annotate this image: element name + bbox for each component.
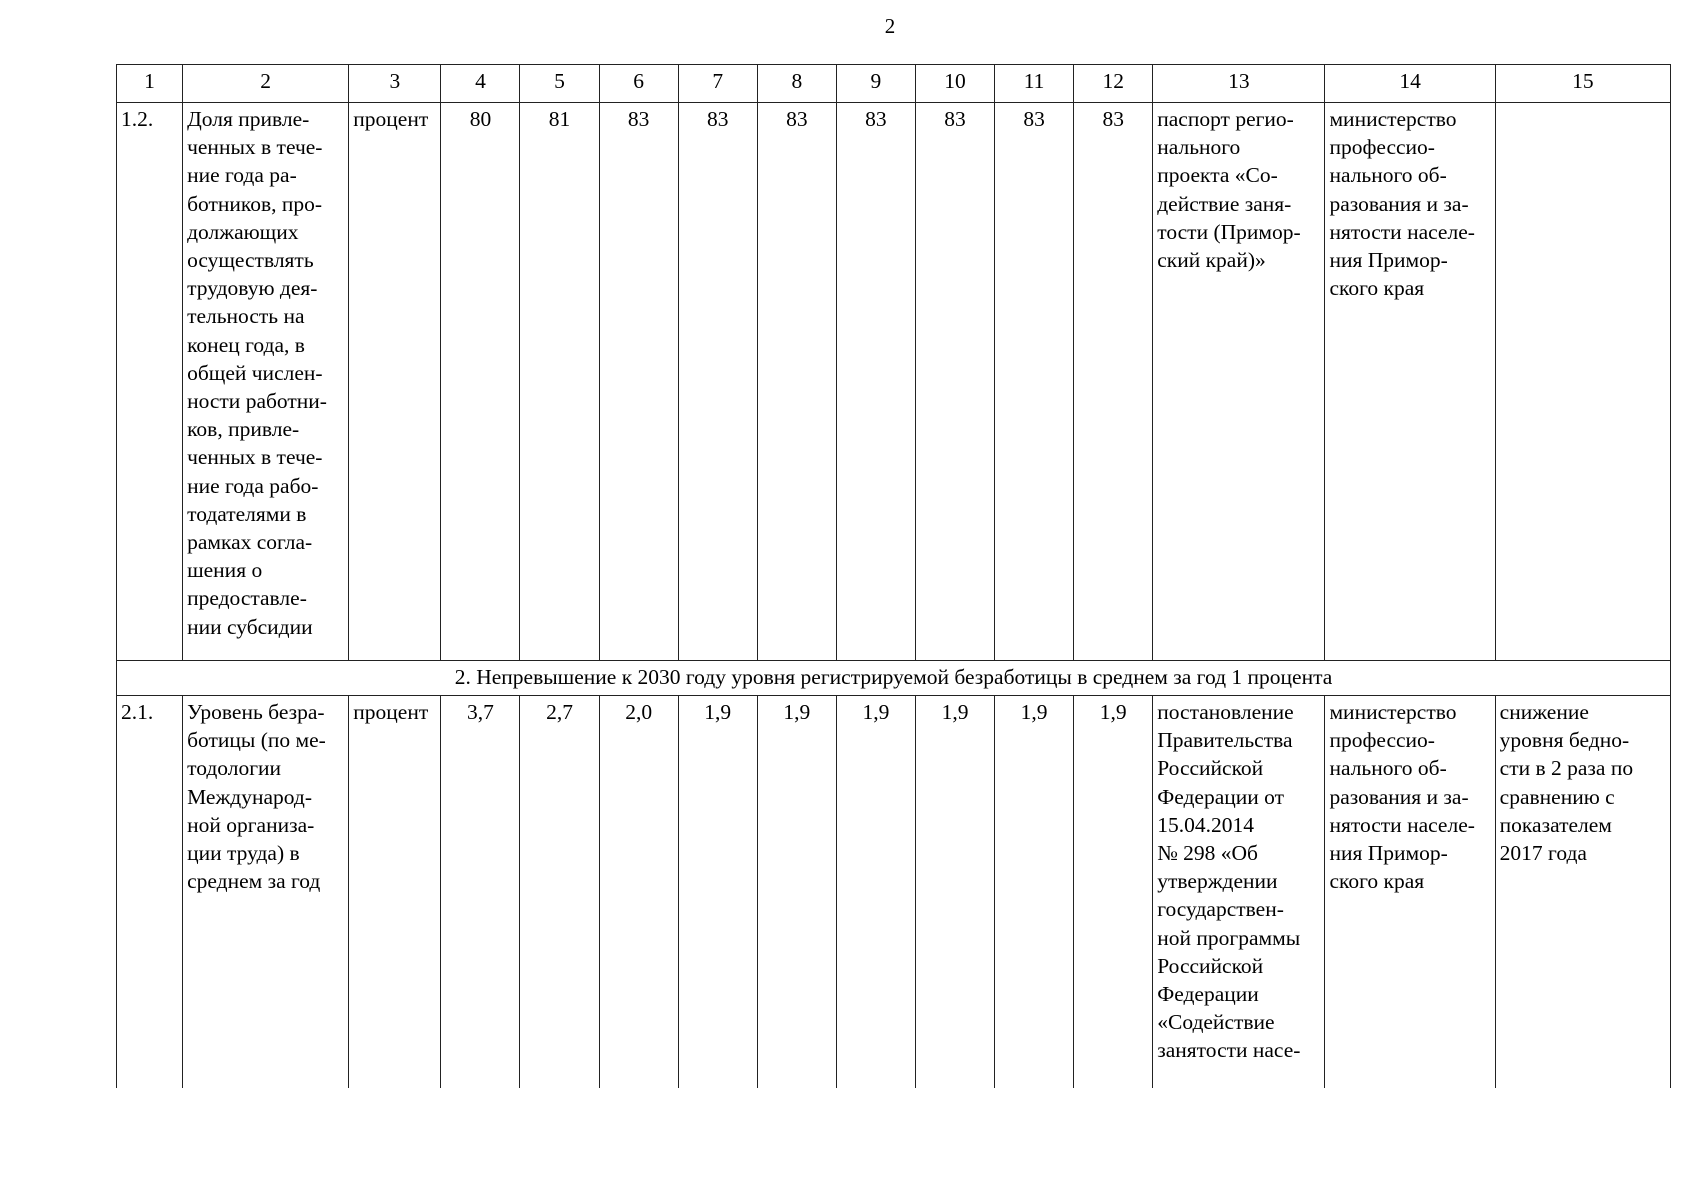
text-line: ния Примор-: [1329, 841, 1448, 866]
source-document: [1153, 696, 1325, 1089]
text-line: ков, привле-: [187, 417, 300, 442]
text-line: постановление: [1157, 700, 1294, 724]
text-line: разования и за-: [1329, 191, 1469, 216]
text-line: ной организа-: [187, 812, 315, 837]
text-line: нального об-: [1329, 163, 1447, 188]
text-line: министерство: [1329, 107, 1457, 131]
note-cell: [1495, 103, 1670, 661]
text-line: осуществлять: [187, 248, 314, 273]
text-line: нятости населе-: [1329, 219, 1475, 244]
text-line: тости (Примор-: [1157, 219, 1301, 244]
text-line: тодателями в: [187, 501, 307, 526]
text-line: должающих: [187, 219, 299, 244]
text-line: профессио-: [1329, 728, 1435, 753]
value-cell: 83: [836, 103, 915, 661]
column-header: 13: [1153, 65, 1325, 103]
unit-cell: процент: [349, 103, 441, 661]
text-line: предоставле-: [187, 586, 307, 611]
value-cell: 1,9: [995, 696, 1074, 1089]
column-header: 3: [349, 65, 441, 103]
text-line: Доля привле-: [187, 107, 310, 131]
value-cell: 1,9: [915, 696, 994, 1089]
value-cell: 2,7: [520, 696, 599, 1089]
text-line: Уровень безра-: [187, 700, 325, 724]
text-line: нального: [1157, 135, 1241, 160]
text-line: ние года ра-: [187, 163, 297, 188]
column-header: 9: [836, 65, 915, 103]
text-line: показателем: [1499, 812, 1612, 837]
text-line: паспорт регио-: [1157, 107, 1294, 131]
column-header: 10: [915, 65, 994, 103]
text-line: Российской: [1157, 953, 1264, 978]
text-line: снижение: [1499, 700, 1589, 724]
text-line: Российской: [1157, 756, 1264, 781]
value-cell: 2,0: [599, 696, 678, 1089]
source-document: [1153, 103, 1325, 661]
value-cell: 83: [915, 103, 994, 661]
text-line: Федерации от: [1157, 784, 1285, 809]
text-line: профессио-: [1329, 135, 1435, 160]
text-line: трудовую дея-: [187, 276, 318, 301]
note-cell: [1495, 696, 1670, 1089]
text-line: Правительства: [1157, 728, 1293, 753]
indicators-table: [116, 64, 1671, 1088]
text-line: проекта «Со-: [1157, 163, 1278, 188]
text-line: 2017 года: [1499, 841, 1587, 866]
column-header: 5: [520, 65, 599, 103]
column-header: 7: [678, 65, 757, 103]
text-line: ского края: [1329, 276, 1425, 301]
responsible-body: [1325, 696, 1495, 1089]
text-line: ности работни-: [187, 389, 327, 414]
text-line: 15.04.2014: [1157, 812, 1254, 837]
column-header: 1: [117, 65, 183, 103]
text-line: утверждении: [1157, 869, 1278, 894]
table-row-2-1: [117, 696, 1671, 1089]
value-cell: 83: [599, 103, 678, 661]
section-title: 2. Непревышение к 2030 году уровня регистрируемой безработицы в среднем за год 1 процента: [117, 661, 1671, 696]
text-line: ции труда) в: [187, 841, 300, 866]
text-line: среднем за год: [187, 869, 321, 894]
text-line: сравнению с: [1499, 784, 1615, 809]
text-line: общей числен-: [187, 360, 323, 385]
column-header: 11: [995, 65, 1074, 103]
value-cell: 83: [757, 103, 836, 661]
text-line: шения о: [187, 558, 263, 583]
text-line: ский край)»: [1157, 248, 1266, 273]
value-cell: 3,7: [441, 696, 520, 1089]
text-line: конец года, в: [187, 332, 305, 357]
indicator-name: [183, 103, 349, 661]
column-header: 15: [1495, 65, 1670, 103]
page-number: 2: [884, 14, 896, 38]
text-line: нятости населе-: [1329, 812, 1475, 837]
value-cell: 80: [441, 103, 520, 661]
column-header: 12: [1074, 65, 1153, 103]
text-line: рамках согла-: [187, 530, 313, 555]
text-line: государствен-: [1157, 897, 1284, 922]
value-cell: 83: [678, 103, 757, 661]
text-line: сти в 2 раза по: [1499, 756, 1634, 781]
text-line: Федерации: [1157, 982, 1259, 1007]
value-cell: 83: [995, 103, 1074, 661]
responsible-body: [1325, 103, 1495, 661]
column-header: 14: [1325, 65, 1495, 103]
value-cell: 81: [520, 103, 599, 661]
value-cell: 1,9: [1074, 696, 1153, 1089]
text-line: министерство: [1329, 700, 1457, 724]
row-number: 1.2.: [117, 103, 183, 661]
text-line: ботников, про-: [187, 191, 323, 216]
value-cell: 83: [1074, 103, 1153, 661]
column-number-header-row: [117, 65, 1671, 103]
text-line: нии субсидии: [187, 614, 313, 639]
column-header: 4: [441, 65, 520, 103]
text-line: ского края: [1329, 869, 1425, 894]
row-number: 2.1.: [117, 696, 183, 1089]
value-cell: 1,9: [836, 696, 915, 1089]
unit-cell: процент: [349, 696, 441, 1089]
column-header: 2: [183, 65, 349, 103]
section-heading-row: [117, 661, 1671, 696]
column-header: 8: [757, 65, 836, 103]
text-line: занятости насе-: [1157, 1038, 1301, 1063]
text-line: ботицы (по ме-: [187, 728, 326, 753]
text-line: тодологии: [187, 756, 282, 781]
text-line: нального об-: [1329, 756, 1447, 781]
text-line: ченных в тече-: [187, 135, 323, 160]
text-line: действие заня-: [1157, 191, 1292, 216]
page-bottom-margin: [0, 1098, 1687, 1200]
text-line: ченных в тече-: [187, 445, 323, 470]
text-line: № 298 «Об: [1157, 841, 1258, 866]
text-line: ной программы: [1157, 925, 1301, 950]
text-line: «Содействие: [1157, 1010, 1275, 1035]
value-cell: 1,9: [757, 696, 836, 1089]
text-line: ние года рабо-: [187, 473, 319, 498]
text-line: ния Примор-: [1329, 248, 1448, 273]
text-line: разования и за-: [1329, 784, 1469, 809]
indicator-name: [183, 696, 349, 1089]
text-line: тельность на: [187, 304, 305, 329]
value-cell: 1,9: [678, 696, 757, 1089]
text-line: Международ-: [187, 784, 313, 809]
table-row-1-2: [117, 103, 1671, 661]
column-header: 6: [599, 65, 678, 103]
text-line: уровня бедно-: [1499, 728, 1630, 753]
